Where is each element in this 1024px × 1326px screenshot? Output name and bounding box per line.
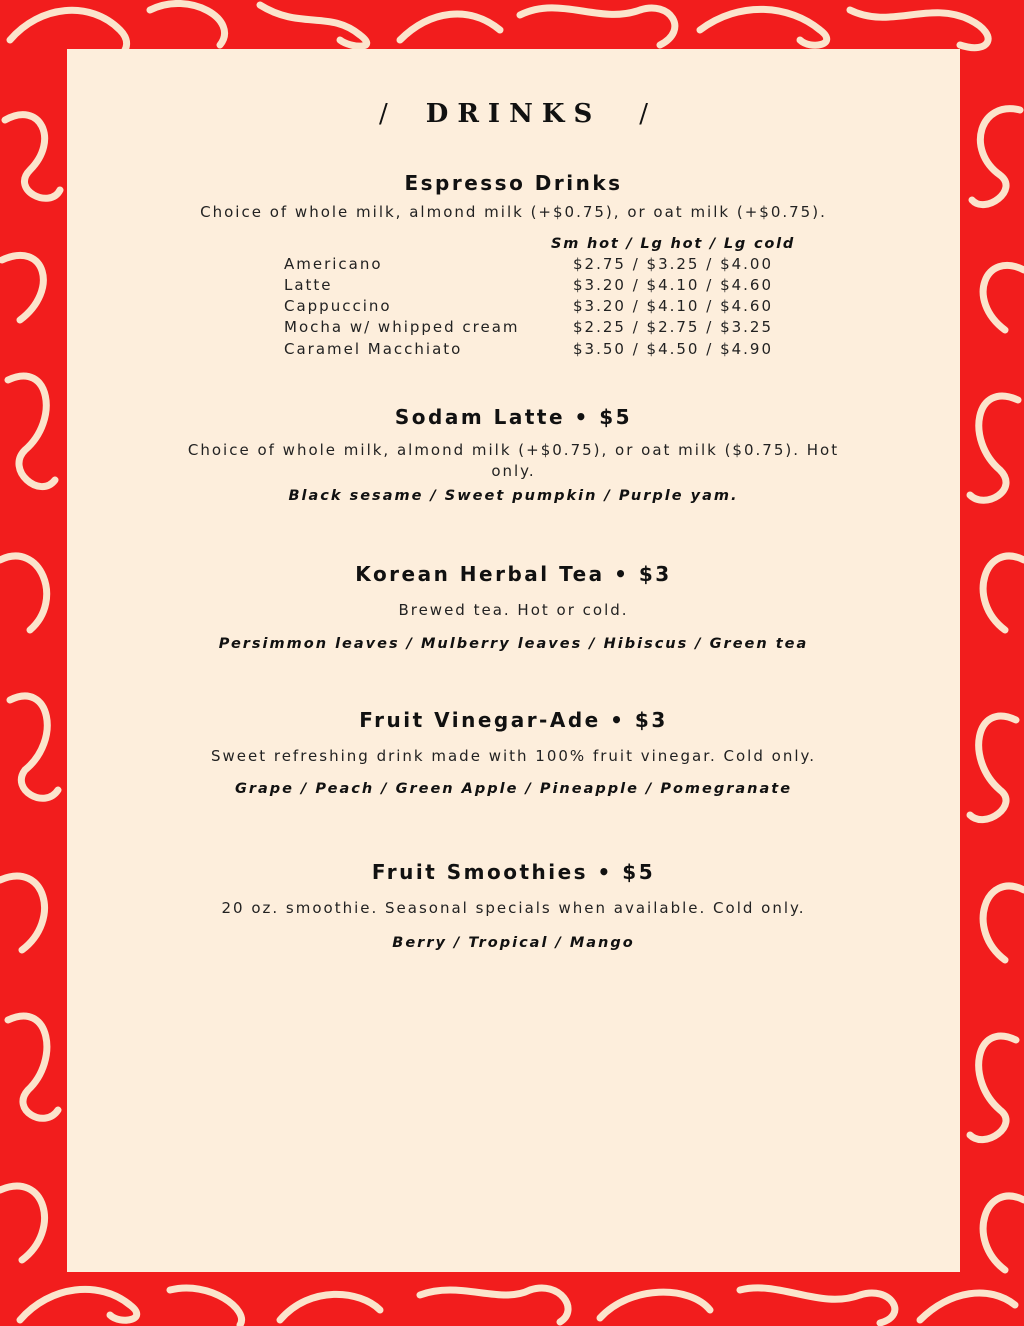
- menu-item-row: [284, 255, 804, 276]
- menu-item-row: [284, 318, 804, 339]
- menu-item-prices: $3.50 / $4.50 / $4.90: [573, 340, 774, 358]
- vinegar-description: Sweet refreshing drink made with 100% fruit vinegar. Cold only.: [210, 747, 817, 765]
- menu-item-row: [284, 340, 804, 361]
- menu-item-prices: $3.20 / $4.10 / $4.60: [573, 276, 774, 294]
- page-title: [67, 99, 960, 129]
- vinegar-heading: Fruit Vinegar-Ade • $3: [359, 708, 668, 732]
- title-text: DRINKS: [425, 99, 602, 129]
- sodam-heading: Sodam Latte • $5: [394, 405, 633, 429]
- menu-item-name: Americano: [284, 255, 383, 273]
- smoothies-flavors: Berry / Tropical / Mango: [392, 935, 635, 951]
- menu-item-prices: $2.25 / $2.75 / $3.25: [573, 318, 774, 336]
- menu-item-row: [284, 297, 804, 318]
- menu-item-row: [284, 276, 804, 297]
- herbal-flavors: Persimmon leaves / Mulberry leaves / Hibiscus / Green tea: [218, 636, 809, 652]
- title-slash-right: /: [639, 99, 648, 129]
- sodam-flavors: Black sesame / Sweet pumpkin / Purple yam.: [288, 488, 739, 504]
- smoothies-heading: Fruit Smoothies • $5: [371, 860, 656, 884]
- espresso-description: Choice of whole milk, almond milk (+$0.75), or oat milk (+$0.75).: [200, 203, 827, 221]
- smoothies-description: 20 oz. smoothie. Seasonal specials when available. Cold only.: [221, 899, 806, 917]
- menu-item-name: Caramel Macchiato: [284, 340, 463, 358]
- herbal-heading: Korean Herbal Tea • $3: [355, 562, 672, 586]
- espresso-price-header: Sm hot / Lg hot / Lg cold: [551, 236, 796, 252]
- menu-item-name: Latte: [284, 276, 333, 294]
- menu-card: [67, 49, 960, 1272]
- vinegar-flavors: Grape / Peach / Green Apple / Pineapple / Pomegranate: [234, 781, 793, 797]
- espresso-heading: Espresso Drinks: [404, 171, 623, 195]
- herbal-description: Brewed tea. Hot or cold.: [398, 601, 629, 619]
- title-slash-left: /: [379, 99, 388, 129]
- menu-item-prices: $3.20 / $4.10 / $4.60: [573, 297, 774, 315]
- menu-item-name: Mocha w/ whipped cream: [284, 318, 520, 336]
- sodam-description: Choice of whole milk, almond milk (+$0.75), or oat milk ($0.75). Hot only.: [187, 441, 840, 480]
- menu-item-prices: $2.75 / $3.25 / $4.00: [573, 255, 774, 273]
- menu-item-name: Cappuccino: [284, 297, 392, 315]
